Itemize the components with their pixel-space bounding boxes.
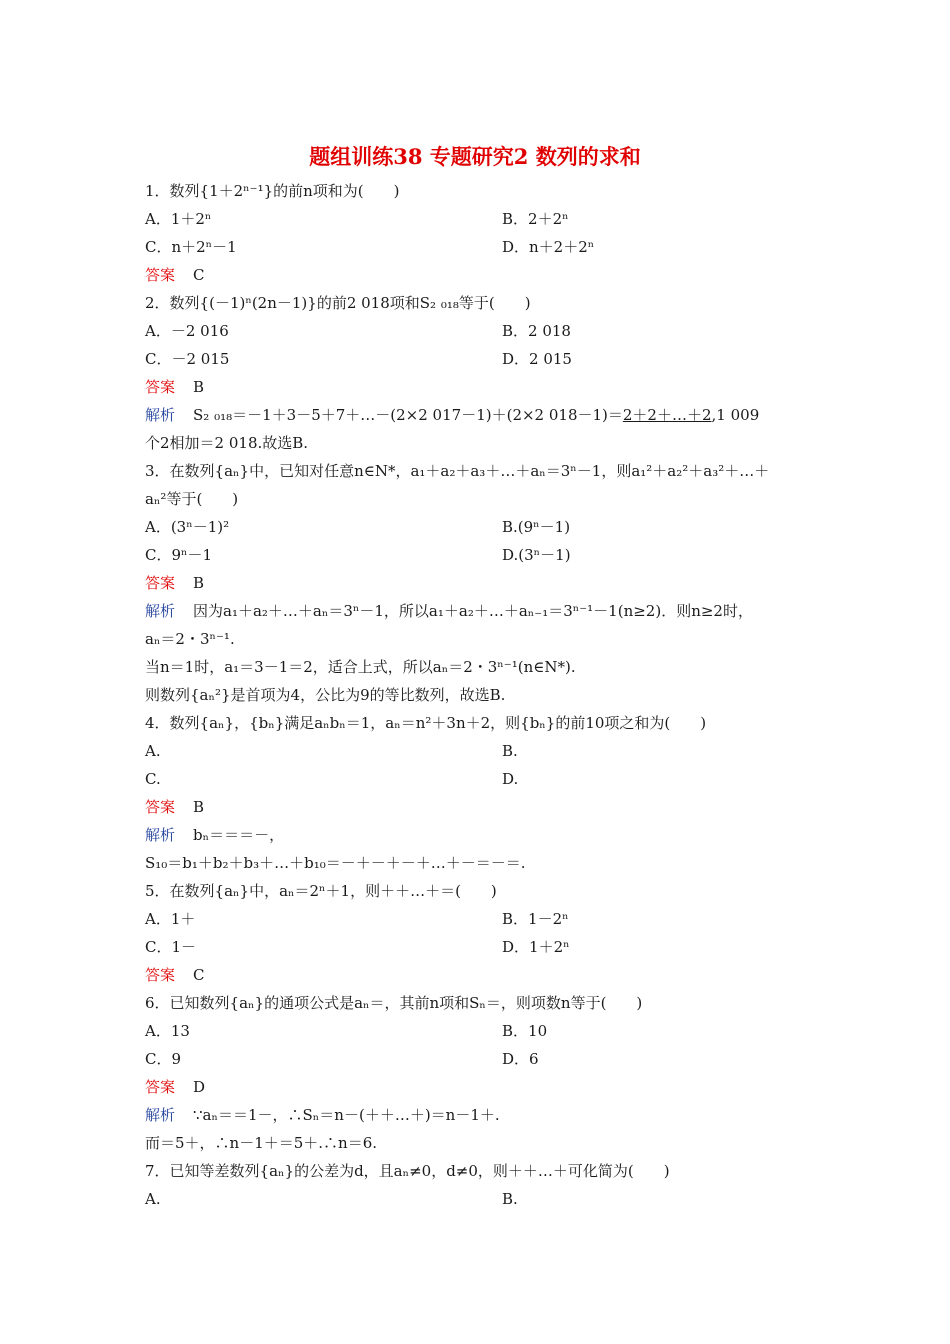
question-2-stem: 2．数列{(－1)ⁿ(2n－1)}的前2 018项和S₂ ₀₁₈等于( ) xyxy=(145,294,531,312)
answer-value: B xyxy=(193,378,205,396)
answer-value: B xyxy=(193,798,205,816)
question-3-explanation-line-2: aₙ＝2・3ⁿ⁻¹. xyxy=(145,630,235,648)
option-c: C. xyxy=(145,770,161,788)
answer-value: B xyxy=(193,574,205,592)
option-a: A. xyxy=(145,1190,161,1208)
question-7-stem: 7．已知等差数列{aₙ}的公差为d，且aₙ≠0，d≠0，则＋＋…＋可化简为( ) xyxy=(145,1162,670,1180)
question-4-options-ab xyxy=(145,737,815,765)
option-d: D. xyxy=(502,770,519,788)
answer-label: 答案 xyxy=(145,798,176,816)
option-b: B．10 xyxy=(502,1022,548,1040)
explanation-text: ,1 009 xyxy=(711,406,760,424)
option-b: B. xyxy=(502,1190,518,1208)
option-a: A．1＋ xyxy=(145,910,196,928)
option-a: A．(3ⁿ－1)² xyxy=(145,518,230,536)
question-list xyxy=(145,177,815,1213)
question-5-options-cd xyxy=(145,933,815,961)
option-a: A．1＋2ⁿ xyxy=(145,210,212,228)
option-b: B．2 018 xyxy=(502,322,571,340)
question-4-options-cd xyxy=(145,765,815,793)
explanation-text: 因为a₁＋a₂＋…＋aₙ＝3ⁿ－1，所以a₁＋a₂＋…＋aₙ₋₁＝3ⁿ⁻¹－1(n≥2)．则n≥2时， xyxy=(193,602,753,620)
option-b: B．2＋2ⁿ xyxy=(502,210,569,228)
answer-value: C xyxy=(193,266,205,284)
option-d: D．6 xyxy=(502,1050,539,1068)
option-a: A．13 xyxy=(145,1022,190,1040)
question-3-explanation-line-3: 当n＝1时，a₁＝3－1＝2，适合上式，所以aₙ＝2・3ⁿ⁻¹(n∈N*). xyxy=(145,658,576,676)
question-1-options-cd xyxy=(145,233,815,261)
option-c: C．n＋2ⁿ－1 xyxy=(145,238,237,256)
option-d: D．2 015 xyxy=(502,350,572,368)
explanation-text: bₙ＝＝＝－， xyxy=(193,826,285,844)
question-1-stem: 1．数列{1＋2ⁿ⁻¹}的前n项和为( ) xyxy=(145,182,400,200)
page-title: 题组训练38 专题研究2 数列的求和 xyxy=(309,144,641,169)
question-5-stem: 5．在数列{aₙ}中，aₙ＝2ⁿ＋1，则＋＋…＋＝( ) xyxy=(145,882,497,900)
option-d: D.(3ⁿ－1) xyxy=(502,546,571,564)
question-3-stem-line-1: 3．在数列{aₙ}中，已知对任意n∈N*，a₁＋a₂＋a₃＋…＋aₙ＝3ⁿ－1，则a₁²＋a₂²＋a₃²＋…＋ xyxy=(145,462,770,480)
option-d: D．n＋2＋2ⁿ xyxy=(502,238,595,256)
question-3-explanation-line-4: 则数列{aₙ²}是首项为4，公比为9的等比数列，故选B. xyxy=(145,686,506,704)
question-6-explanation-line-1 xyxy=(145,1101,815,1129)
question-2-explanation-line-1 xyxy=(145,401,815,429)
question-3-options-cd xyxy=(145,541,815,569)
question-3-options-ab xyxy=(145,513,815,541)
option-c: C．－2 015 xyxy=(145,350,230,368)
explanation-text: S₂ ₀₁₈＝－1＋3－5＋7＋…－(2×2 017－1)＋(2×2 018－1)＝ xyxy=(193,406,623,424)
answer-label: 答案 xyxy=(145,966,176,984)
question-2-options-cd xyxy=(145,345,815,373)
question-4-explanation-line-2: S₁₀＝b₁＋b₂＋b₃＋…＋b₁₀＝－＋－＋－＋…＋－＝－＝. xyxy=(145,854,526,872)
question-1-options-ab xyxy=(145,205,815,233)
option-c: C．1－ xyxy=(145,938,197,956)
option-c: C．9ⁿ－1 xyxy=(145,546,213,564)
option-b: B. xyxy=(502,742,518,760)
question-2-options-ab xyxy=(145,317,815,345)
question-4-explanation-line-1 xyxy=(145,821,815,849)
option-a: A. xyxy=(145,742,161,760)
answer-value: C xyxy=(193,966,205,984)
answer-label: 答案 xyxy=(145,1078,176,1096)
option-b: B．1－2ⁿ xyxy=(502,910,569,928)
question-5-options-ab xyxy=(145,905,815,933)
answer-value: D xyxy=(193,1078,206,1096)
answer-label: 答案 xyxy=(145,574,176,592)
question-2-answer xyxy=(145,373,815,401)
question-3-stem-line-2: aₙ²等于( ) xyxy=(145,490,239,508)
explain-label: 解析 xyxy=(145,826,176,844)
answer-label: 答案 xyxy=(145,378,176,396)
question-4-answer xyxy=(145,793,815,821)
option-c: C．9 xyxy=(145,1050,182,1068)
question-4-stem: 4．数列{aₙ}，{bₙ}满足aₙbₙ＝1，aₙ＝n²＋3n＋2，则{bₙ}的前10项之和为( ) xyxy=(145,714,707,732)
question-6-options-ab xyxy=(145,1017,815,1045)
option-a: A．－2 016 xyxy=(145,322,229,340)
question-2-explanation-line-2: 个2相加＝2 018.故选B. xyxy=(145,434,309,452)
question-5-answer xyxy=(145,961,815,989)
option-d: D．1＋2ⁿ xyxy=(502,938,570,956)
explain-label: 解析 xyxy=(145,406,176,424)
option-b: B.(9ⁿ－1) xyxy=(502,518,571,536)
question-6-options-cd xyxy=(145,1045,815,1073)
explanation-underlined: 2＋2＋…＋2 xyxy=(622,406,712,424)
question-3-answer xyxy=(145,569,815,597)
question-7-options-ab xyxy=(145,1185,815,1213)
explain-label: 解析 xyxy=(145,602,176,620)
question-1-answer xyxy=(145,261,815,289)
explanation-text: ∵aₙ＝＝1－，∴Sₙ＝n－(＋＋…＋)＝n－1＋. xyxy=(193,1106,500,1124)
question-3-explanation-line-1 xyxy=(145,597,815,625)
answer-label: 答案 xyxy=(145,266,176,284)
explain-label: 解析 xyxy=(145,1106,176,1124)
question-6-explanation-line-2: 而＝5＋，∴n－1＋＝5＋.∴n＝6. xyxy=(145,1134,378,1152)
question-6-stem: 6．已知数列{aₙ}的通项公式是aₙ＝，其前n项和Sₙ＝，则项数n等于( ) xyxy=(145,994,643,1012)
question-6-answer xyxy=(145,1073,815,1101)
